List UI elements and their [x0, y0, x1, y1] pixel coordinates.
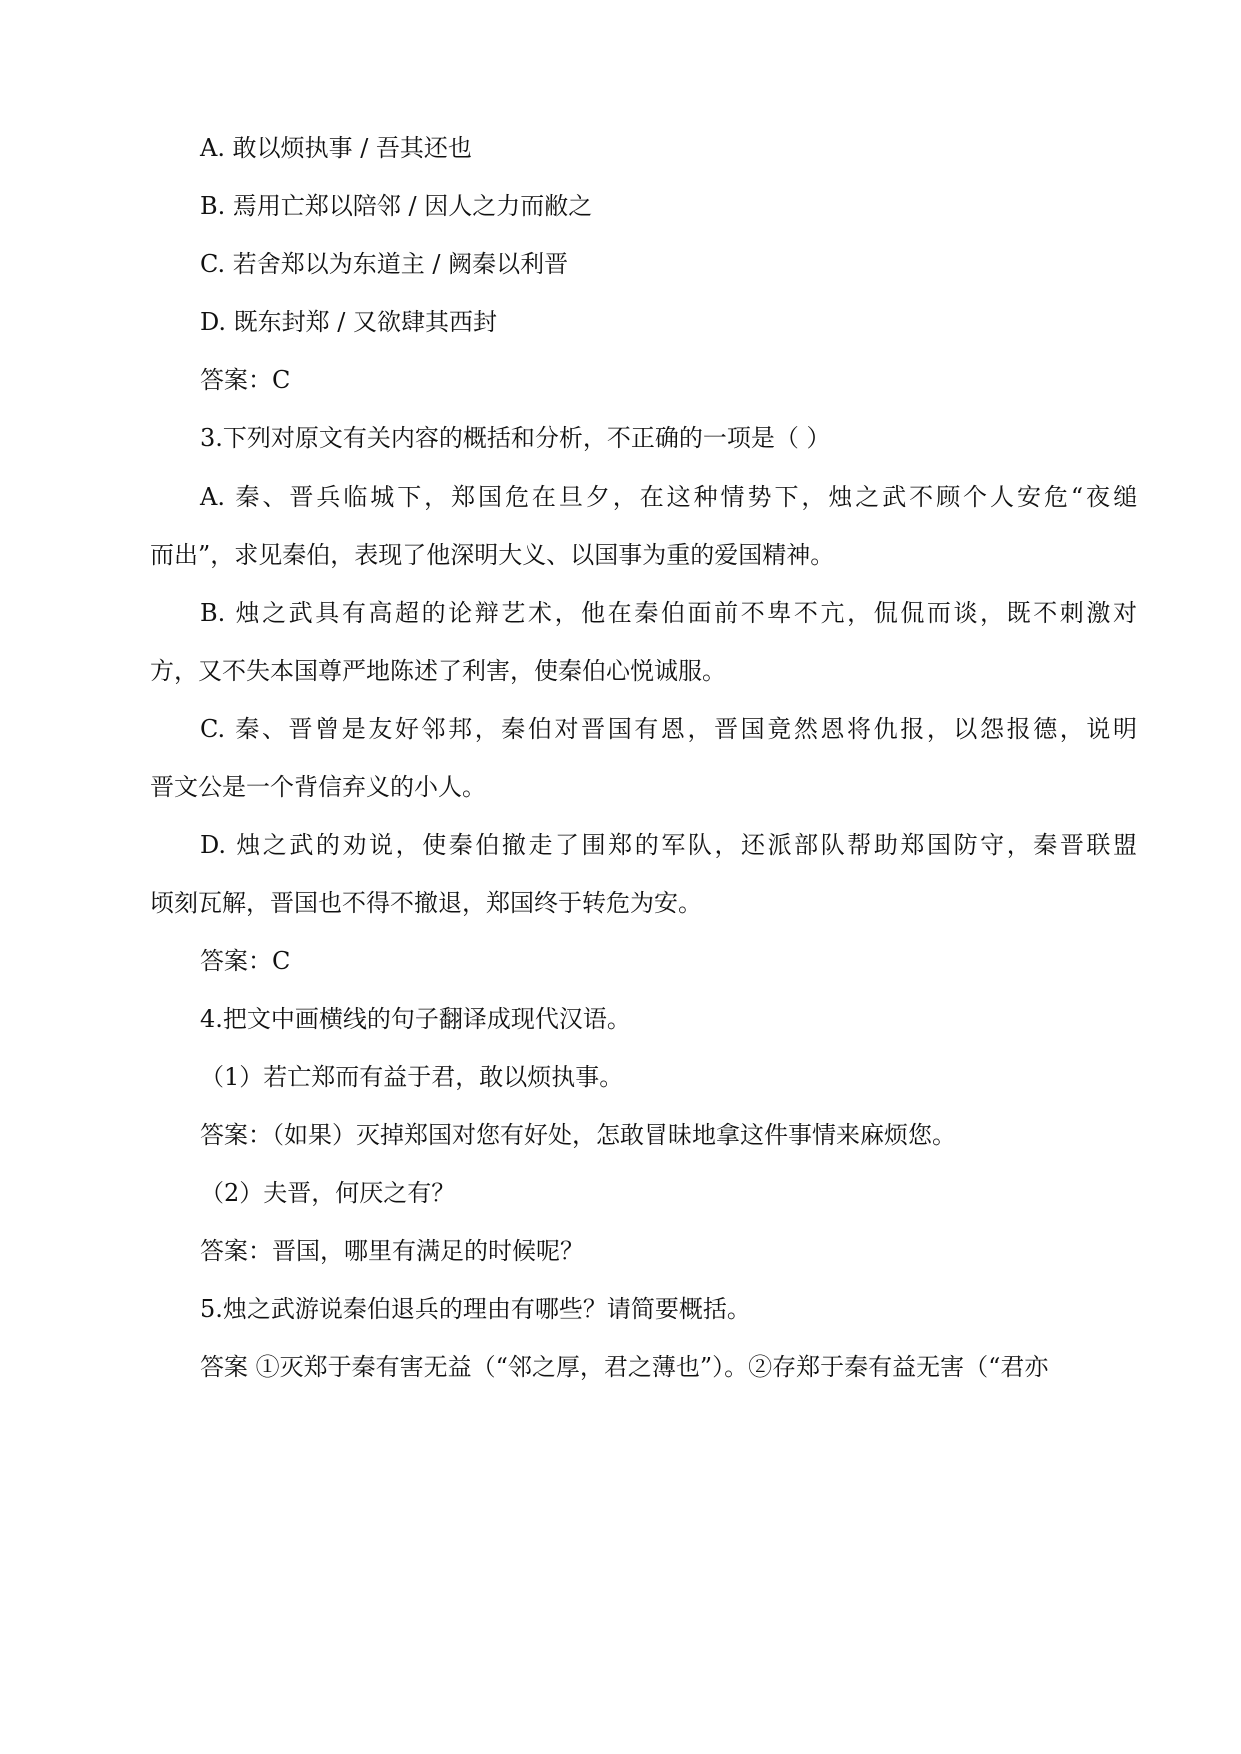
- q2-answer: 答案：C: [200, 366, 291, 394]
- q2-option-a: A. 敢以烦执事 / 吾其还也: [200, 134, 472, 162]
- q3-option-a-line1: A. 秦、晋兵临城下，郑国危在旦夕，在这种情势下，烛之武不顾个人安危“夜缒: [200, 483, 1137, 511]
- q3-option-c-line2: 晋文公是一个背信弃义的小人。: [150, 773, 486, 801]
- q4-sentence-2: （2）夫晋，何厌之有？: [200, 1179, 456, 1207]
- q2-option-c: C. 若舍郑以为东道主 / 阙秦以利晋: [200, 250, 569, 278]
- q4-sentence-1: （1）若亡郑而有益于君，敢以烦执事。: [200, 1063, 624, 1091]
- q3-answer: 答案：C: [200, 947, 291, 975]
- q3-option-d-line2: 顷刻瓦解，晋国也不得不撤退，郑国终于转危为安。: [150, 889, 702, 917]
- q3-option-c-line1: C. 秦、晋曾是友好邻邦，秦伯对晋国有恩，晋国竟然恩将仇报，以怨报德，说明: [200, 715, 1137, 743]
- q4-answer-2: 答案：晋国，哪里有满足的时候呢？: [200, 1237, 584, 1265]
- q3-option-d-line1: D. 烛之武的劝说，使秦伯撤走了围郑的军队，还派部队帮助郑国防守，秦晋联盟: [200, 831, 1137, 859]
- q4-answer-1: 答案：（如果）灭掉郑国对您有好处，怎敢冒昧地拿这件事情来麻烦您。: [200, 1121, 956, 1149]
- q2-option-b: B. 焉用亡郑以陪邻 / 因人之力而敝之: [200, 192, 593, 220]
- q3-option-b-line2: 方，又不失本国尊严地陈述了利害，使秦伯心悦诚服。: [150, 657, 726, 685]
- q3-option-b-line1: B. 烛之武具有高超的论辩艺术，他在秦伯面前不卑不亢，侃侃而谈，既不刺激对: [200, 599, 1137, 627]
- q3-option-a-line2: 而出”，求见秦伯，表现了他深明大义、以国事为重的爱国精神。: [150, 541, 835, 569]
- q3-stem: 3.下列对原文有关内容的概括和分析，不正确的一项是（ ）: [200, 424, 831, 452]
- q5-answer: 答案 ①灭郑于秦有害无益（“邻之厚，君之薄也”）。②存郑于秦有益无害（“君亦: [200, 1353, 1049, 1381]
- q4-stem: 4.把文中画横线的句子翻译成现代汉语。: [200, 1005, 631, 1033]
- q5-stem: 5.烛之武游说秦伯退兵的理由有哪些？请简要概括。: [200, 1295, 751, 1323]
- q2-option-d: D. 既东封郑 / 又欲肆其西封: [200, 308, 497, 336]
